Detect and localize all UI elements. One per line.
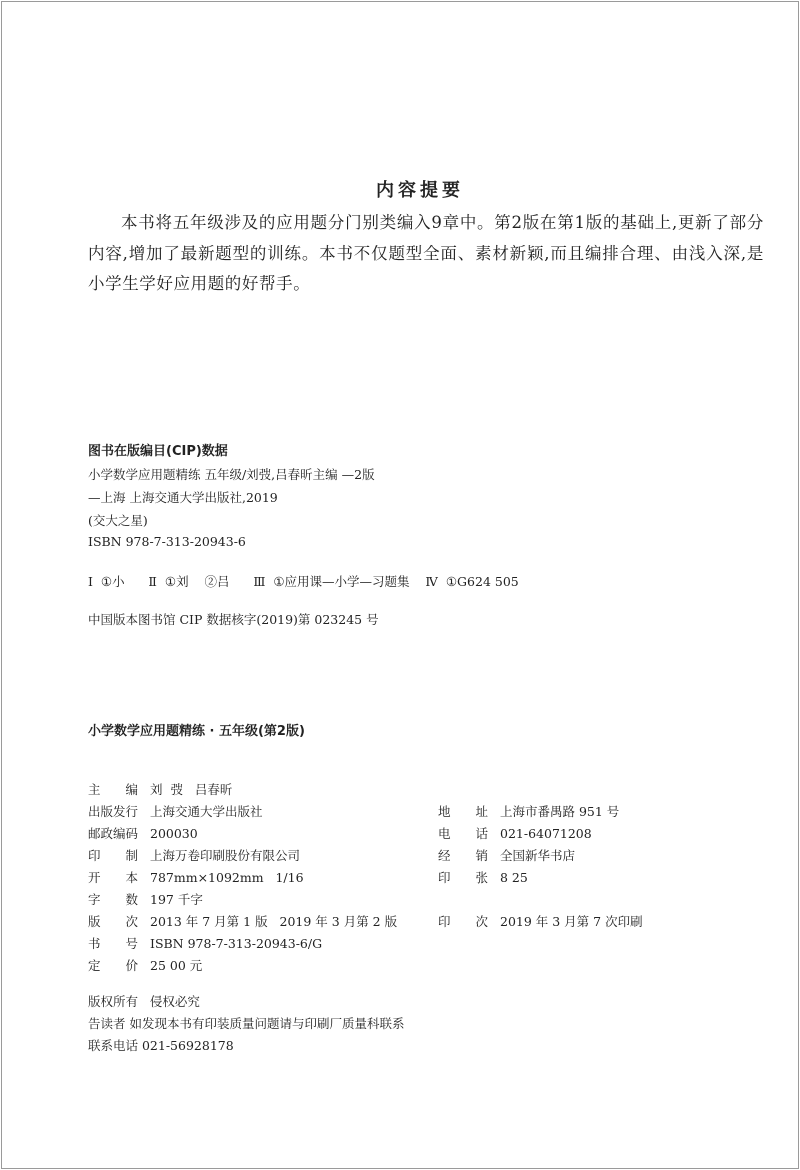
info-row [438,824,592,842]
info-label: 定 价 [88,958,139,973]
info-value: 上海市番禺路 951 号 [500,804,620,819]
reader-notice: 告读者 如发现本书有印装质量问题请与印刷厂质量科联系 [88,1016,405,1031]
book-title: 小学数学应用题精练 · 五年级(第2版) [88,724,305,739]
info-row [88,912,397,930]
summary-text: 本书将五年级涉及的应用题分门别类编入9章中。第2版在第1版的基础上,更新了部分内容,增加了最新题型的训练。本书不仅题型全面、素材新颖,而且编排合理、由浅入深,是小学生学好应用题的好帮手。 [88,213,764,293]
info-row [438,912,643,930]
info-row [88,846,300,864]
cip-line: ISBN 978-7-313-20943-6 [88,534,246,549]
info-label: 版 次 [88,914,139,929]
info-value: 021-64071208 [500,826,592,841]
info-value: ISBN 978-7-313-20943-6/G [150,936,323,951]
info-label: 印 张 [438,870,489,885]
cip-heading: 图书在版编目(CIP)数据 [88,444,228,459]
cip-line: —上海 上海交通大学出版社,2019 [88,490,278,505]
info-label: 开 本 [88,870,139,885]
info-value: 200030 [150,826,198,841]
info-label: 字 数 [88,892,139,907]
info-value: 刘 弢 吕春昕 [150,782,233,797]
cip-classification: Ⅰ ①小 Ⅱ ①刘 ②吕 Ⅲ ①应用课—小学—习题集 Ⅳ ①G624 505 [88,574,519,589]
info-value: 全国新华书店 [500,848,576,863]
cip-record: 中国版本图书馆 CIP 数据核字(2019)第 023245 号 [88,612,379,627]
info-label: 地 址 [438,804,489,819]
summary-title: 内容提要 [376,180,464,201]
info-label: 印 制 [88,848,139,863]
info-row [88,780,232,798]
info-row [438,802,619,820]
info-label: 主 编 [88,782,139,797]
cip-line: 小学数学应用题精练 五年级/刘弢,吕春昕主编 —2版 [88,467,375,482]
copyright-notice: 版权所有 侵权必究 [88,994,200,1009]
info-label: 出版发行 [88,804,139,819]
info-label: 电 话 [438,826,489,841]
info-value: 上海交通大学出版社 [150,804,263,819]
info-row [88,802,263,820]
info-value: 2019 年 3 月第 7 次印刷 [500,914,643,929]
info-label: 印 次 [438,914,489,929]
info-value: 2013 年 7 月第 1 版 2019 年 3 月第 2 版 [150,914,398,929]
info-row [88,934,322,952]
contact-phone: 联系电话 021-56928178 [88,1038,234,1053]
info-value: 上海万卷印刷股份有限公司 [150,848,301,863]
info-label: 经 销 [438,848,489,863]
info-row [88,890,203,908]
info-row [88,956,202,974]
info-label: 书 号 [88,936,139,951]
info-label: 邮政编码 [88,826,139,841]
info-value: 8 25 [500,870,528,885]
info-value: 197 千字 [150,892,203,907]
info-value: 25 00 元 [150,958,203,973]
info-row [88,824,198,842]
info-row [88,868,304,886]
info-row [438,846,575,864]
info-row [438,868,528,886]
info-value: 787mm×1092mm 1/16 [150,870,304,885]
cip-line: (交大之星) [88,513,148,528]
